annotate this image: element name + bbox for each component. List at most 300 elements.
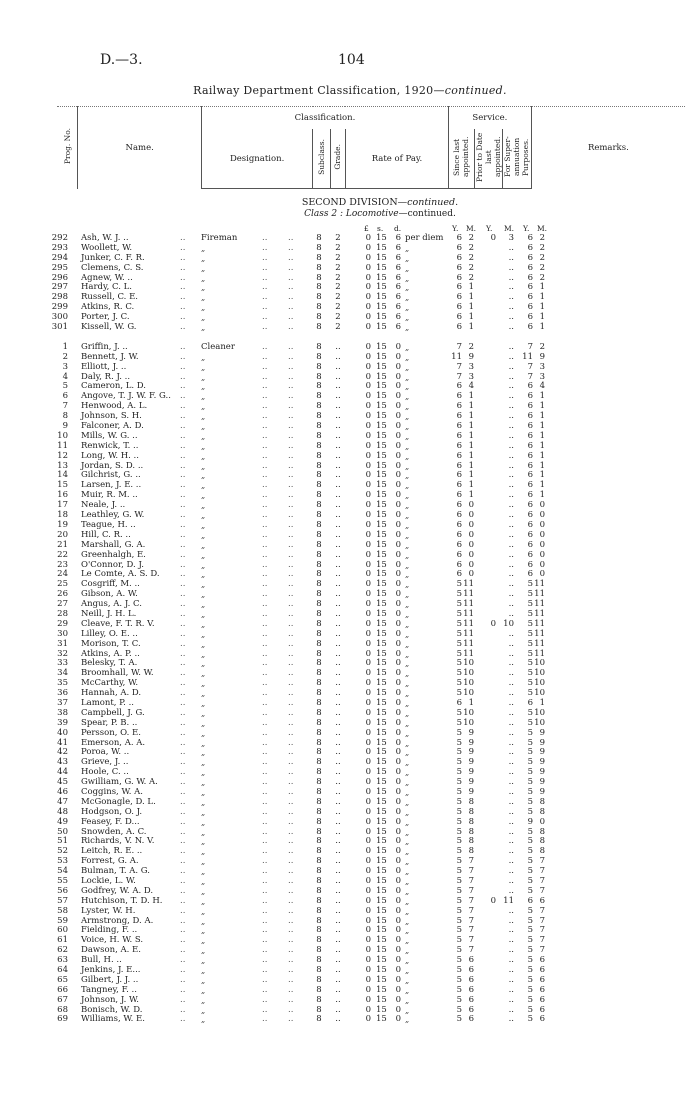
prior-months: .. xyxy=(508,935,514,946)
super-months: 2 xyxy=(539,272,545,283)
pay-shillings: 15 xyxy=(376,648,387,659)
pay-pence: 0 xyxy=(395,727,401,738)
leader-dots: .. xyxy=(180,460,186,471)
leader-dots: .. xyxy=(180,846,186,857)
pay-period: „ xyxy=(405,748,410,758)
subclass: 8 xyxy=(316,351,322,362)
prior-months: .. xyxy=(508,955,514,966)
prog-no: 43 xyxy=(57,757,68,768)
leader-dots: .. xyxy=(288,757,294,768)
since-months: 0 xyxy=(468,510,474,521)
leader-dots: .. xyxy=(262,391,268,402)
class-name: Locomotive xyxy=(345,209,399,219)
designation: „ xyxy=(201,243,206,253)
prior-months: .. xyxy=(508,312,514,323)
designation: „ xyxy=(201,797,206,807)
subclass: 8 xyxy=(316,648,322,659)
pay-period: „ xyxy=(405,441,410,451)
pay-shillings: 15 xyxy=(376,252,387,263)
pay-pounds: 0 xyxy=(365,381,371,392)
leader-dots: .. xyxy=(262,826,268,837)
pay-pounds: 0 xyxy=(365,945,371,956)
leader-dots: .. xyxy=(288,648,294,659)
pay-pounds: 0 xyxy=(365,697,371,708)
prog-no: 300 xyxy=(51,312,68,323)
designation: „ xyxy=(201,758,206,768)
subclass: 8 xyxy=(316,974,322,985)
pay-pounds: 0 xyxy=(365,737,371,748)
pay-period: „ xyxy=(405,273,410,283)
prog-no: 35 xyxy=(57,678,68,689)
super-years: 5 xyxy=(527,688,533,699)
pay-shillings: 15 xyxy=(376,302,387,313)
prior-months: .. xyxy=(508,786,514,797)
grade: .. xyxy=(335,836,341,847)
grade: .. xyxy=(335,767,341,778)
since-years: 5 xyxy=(456,846,462,857)
leader-dots: .. xyxy=(288,421,294,432)
since-years: 5 xyxy=(456,737,462,748)
super-months: 9 xyxy=(539,757,545,768)
pay-shillings: 15 xyxy=(376,460,387,471)
prior-months: .. xyxy=(508,757,514,768)
since-years: 6 xyxy=(456,421,462,432)
table-header xyxy=(57,106,685,189)
grade: .. xyxy=(335,599,341,610)
pay-pounds: 0 xyxy=(365,767,371,778)
pay-pence: 6 xyxy=(395,322,401,333)
pay-pence: 6 xyxy=(395,312,401,323)
pay-period: „ xyxy=(405,669,410,679)
pay-shillings: 15 xyxy=(376,876,387,886)
leader-dots: .. xyxy=(262,816,268,827)
since-months: 11 xyxy=(463,648,474,659)
prog-no: 5 xyxy=(62,381,68,392)
prog-no: 69 xyxy=(57,1014,68,1025)
since-months: 1 xyxy=(468,490,474,501)
subclass: 8 xyxy=(316,500,322,511)
leader-dots: .. xyxy=(180,341,186,352)
prog-no: 17 xyxy=(57,500,68,511)
pay-pence: 6 xyxy=(395,233,401,243)
pay-shillings: 15 xyxy=(376,391,387,402)
since-months: 3 xyxy=(468,371,474,382)
super-years: 5 xyxy=(527,915,533,926)
since-years: 6 xyxy=(456,500,462,511)
pay-pence: 0 xyxy=(395,361,401,372)
pay-pounds: 0 xyxy=(365,955,371,966)
super-months: 4 xyxy=(539,381,545,392)
prog-no: 8 xyxy=(62,411,68,422)
subclass: 8 xyxy=(316,1004,322,1015)
grade: .. xyxy=(335,885,341,896)
grade: .. xyxy=(335,500,341,511)
grade: .. xyxy=(335,391,341,402)
since-years: 5 xyxy=(456,955,462,966)
pay-pence: 0 xyxy=(395,460,401,471)
pay-pence: 0 xyxy=(395,569,401,580)
leader-dots: .. xyxy=(262,678,268,689)
staff-name: Richards, V. N. V. xyxy=(81,836,155,847)
prior-months: .. xyxy=(508,361,514,372)
prior-months: .. xyxy=(508,826,514,837)
pay-period: „ xyxy=(405,253,410,263)
leader-dots: .. xyxy=(262,786,268,797)
grade: .. xyxy=(335,539,341,550)
super-months: 1 xyxy=(539,322,545,333)
leader-dots: .. xyxy=(288,490,294,501)
super-months: 9 xyxy=(539,727,545,738)
leader-dots: .. xyxy=(262,638,268,649)
prog-no: 18 xyxy=(57,510,68,521)
pay-pounds: 0 xyxy=(365,302,371,313)
pay-shillings: 15 xyxy=(376,292,387,303)
grade: 2 xyxy=(335,312,341,323)
super-months: 9 xyxy=(539,786,545,797)
leader-dots: .. xyxy=(288,470,294,481)
since-years: 5 xyxy=(456,599,462,610)
super-years: 6 xyxy=(527,430,533,441)
subclass: 8 xyxy=(316,272,322,283)
staff-name: Gilchrist, G. .. xyxy=(81,470,141,481)
leader-dots: .. xyxy=(262,519,268,530)
designation: „ xyxy=(201,708,206,718)
prog-no: 57 xyxy=(57,895,68,906)
leader-dots: .. xyxy=(288,371,294,382)
prog-no: 48 xyxy=(57,806,68,817)
pay-shillings: 15 xyxy=(376,974,387,985)
prog-no: 56 xyxy=(57,885,68,896)
pay-shillings: 15 xyxy=(376,421,387,432)
leader-dots: .. xyxy=(288,965,294,976)
since-months: 9 xyxy=(468,786,474,797)
staff-name: Morison, T. C. xyxy=(81,638,141,649)
pay-period: „ xyxy=(405,402,410,412)
staff-name: Griffin, J. .. xyxy=(81,341,128,352)
prog-no: 49 xyxy=(57,816,68,827)
since-years: 6 xyxy=(456,401,462,412)
super-years: 6 xyxy=(527,539,533,550)
prior-months: .. xyxy=(508,529,514,540)
pay-pounds: 0 xyxy=(365,252,371,263)
pay-period: „ xyxy=(405,995,410,1005)
header-subclass: Subclass. xyxy=(313,129,330,189)
since-months: 6 xyxy=(468,1014,474,1025)
pay-pence: 6 xyxy=(395,242,401,253)
designation: „ xyxy=(201,886,206,896)
grade: 2 xyxy=(335,233,341,243)
leader-dots: .. xyxy=(262,707,268,718)
since-months: 1 xyxy=(468,391,474,402)
pay-pence: 0 xyxy=(395,539,401,550)
designation: „ xyxy=(201,966,206,976)
super-years: 6 xyxy=(527,490,533,501)
staff-name: McCarthy, W. xyxy=(81,678,139,689)
leader-dots: .. xyxy=(288,727,294,738)
pay-pence: 0 xyxy=(395,401,401,412)
super-months: 11 xyxy=(534,599,545,610)
prog-no: 66 xyxy=(57,984,68,995)
pay-pence: 0 xyxy=(395,549,401,560)
super-years: 6 xyxy=(527,292,533,303)
leader-dots: .. xyxy=(180,905,186,916)
staff-name: Marshall, G. A. xyxy=(81,539,146,550)
pay-shillings: 15 xyxy=(376,994,387,1005)
staff-name: Leitch, R. E. .. xyxy=(81,846,143,857)
leader-dots: .. xyxy=(262,697,268,708)
since-years: 5 xyxy=(456,974,462,985)
table-row xyxy=(0,1015,700,1025)
grade: .. xyxy=(335,826,341,837)
header-classification: Classification. xyxy=(201,107,448,130)
designation: „ xyxy=(201,877,206,886)
pay-period: „ xyxy=(405,847,410,857)
leader-dots: .. xyxy=(262,885,268,896)
subclass: 8 xyxy=(316,826,322,837)
pay-period: „ xyxy=(405,768,410,778)
pay-shillings: 15 xyxy=(376,529,387,540)
staff-name: Elliott, J. .. xyxy=(81,361,127,372)
since-years: 5 xyxy=(456,994,462,1005)
designation: „ xyxy=(201,807,206,817)
since-years: 6 xyxy=(456,262,462,273)
prog-no: 7 xyxy=(62,401,68,412)
since-years: 11 xyxy=(451,351,462,362)
subclass: 8 xyxy=(316,856,322,867)
grade: .. xyxy=(335,421,341,432)
pay-pence: 0 xyxy=(395,925,401,936)
prior-months: .. xyxy=(508,846,514,857)
super-years: 6 xyxy=(527,450,533,461)
pay-pence: 0 xyxy=(395,381,401,392)
super-months: 1 xyxy=(539,312,545,323)
super-months: 11 xyxy=(534,628,545,639)
prior-months: .. xyxy=(508,866,514,877)
pay-pence: 0 xyxy=(395,1004,401,1015)
staff-list xyxy=(0,234,700,1025)
staff-name: Angove, T. J. W. F. G.. xyxy=(81,391,171,402)
designation: „ xyxy=(201,372,206,382)
super-years: 5 xyxy=(527,777,533,788)
prior-months: .. xyxy=(508,836,514,847)
super-years: 6 xyxy=(527,697,533,708)
prog-no: 40 xyxy=(57,727,68,738)
pay-pounds: 0 xyxy=(365,292,371,303)
super-months: 6 xyxy=(539,994,545,1005)
staff-name: Campbell, J. G. xyxy=(81,707,145,718)
pay-pounds: 0 xyxy=(365,915,371,926)
leader-dots: .. xyxy=(180,302,186,313)
super-months: 2 xyxy=(539,262,545,273)
leader-dots: .. xyxy=(262,747,268,758)
grade: .. xyxy=(335,470,341,481)
leader-dots: .. xyxy=(262,430,268,441)
staff-name: Johnson, J. W. xyxy=(81,994,139,1005)
since-months: 0 xyxy=(468,539,474,550)
pay-pounds: 0 xyxy=(365,836,371,847)
pay-pounds: 0 xyxy=(365,608,371,619)
prog-no: 299 xyxy=(51,302,68,313)
super-months: 10 xyxy=(534,717,545,728)
prog-no: 11 xyxy=(57,440,68,451)
super-years: 11 xyxy=(522,351,533,362)
pay-pounds: 0 xyxy=(365,322,371,333)
pay-pence: 0 xyxy=(395,559,401,570)
prog-no: 296 xyxy=(51,272,68,283)
grade: .. xyxy=(335,994,341,1005)
prior-years: 0 xyxy=(490,233,496,243)
pay-pounds: 0 xyxy=(365,460,371,471)
pay-pence: 0 xyxy=(395,1014,401,1025)
since-months: 6 xyxy=(468,965,474,976)
since-months: 7 xyxy=(468,866,474,877)
pay-shillings: 15 xyxy=(376,470,387,481)
pay-period: „ xyxy=(405,303,410,313)
grade: 2 xyxy=(335,292,341,303)
super-years: 6 xyxy=(527,510,533,521)
prog-no: 301 xyxy=(51,322,68,333)
grade: .. xyxy=(335,579,341,590)
leader-dots: .. xyxy=(262,470,268,481)
pay-shillings: 15 xyxy=(376,480,387,491)
leader-dots: .. xyxy=(262,233,268,243)
staff-name: Belesky, T. A. xyxy=(81,658,138,669)
prior-months: .. xyxy=(508,767,514,778)
leader-dots: .. xyxy=(288,272,294,283)
leader-dots: .. xyxy=(288,747,294,758)
leader-dots: .. xyxy=(288,678,294,689)
leader-dots: .. xyxy=(288,717,294,728)
prog-no: 36 xyxy=(57,688,68,699)
pay-shillings: 15 xyxy=(376,925,387,936)
subclass: 8 xyxy=(316,322,322,333)
super-years: 5 xyxy=(527,648,533,659)
leader-dots: .. xyxy=(288,440,294,451)
pay-period: „ xyxy=(405,679,410,689)
since-years: 5 xyxy=(456,767,462,778)
staff-name: Emerson, A. A. xyxy=(81,737,146,748)
staff-name: Henwood, A. L. xyxy=(81,401,148,412)
subclass: 8 xyxy=(316,935,322,946)
since-years: 5 xyxy=(456,915,462,926)
subclass: 8 xyxy=(316,717,322,728)
leader-dots: .. xyxy=(180,668,186,679)
leader-dots: .. xyxy=(288,460,294,471)
grade: .. xyxy=(335,361,341,372)
prior-months: .. xyxy=(508,480,514,491)
since-years: 5 xyxy=(456,589,462,600)
staff-name: Le Comte, A. S. D. xyxy=(81,569,160,580)
super-years: 5 xyxy=(527,796,533,807)
pay-pence: 0 xyxy=(395,994,401,1005)
prog-no: 32 xyxy=(57,648,68,659)
subclass: 8 xyxy=(316,608,322,619)
staff-name: Hannah, A. D. xyxy=(81,688,142,699)
grade: .. xyxy=(335,628,341,639)
leader-dots: .. xyxy=(262,589,268,600)
staff-name: Leathley, G. W. xyxy=(81,510,145,521)
pay-shillings: 15 xyxy=(376,905,387,916)
subclass: 8 xyxy=(316,618,322,629)
leader-dots: .. xyxy=(262,450,268,461)
subclass: 8 xyxy=(316,945,322,956)
designation: „ xyxy=(201,590,206,600)
subclass: 8 xyxy=(316,885,322,896)
subclass: 8 xyxy=(316,866,322,877)
leader-dots: .. xyxy=(262,984,268,995)
pay-pounds: 0 xyxy=(365,747,371,758)
pay-pence: 0 xyxy=(395,411,401,422)
grade: .. xyxy=(335,668,341,679)
super-years: 6 xyxy=(527,569,533,580)
pay-shillings: 15 xyxy=(376,915,387,926)
staff-name: Cosgriff, M. .. xyxy=(81,579,140,590)
prog-no: 22 xyxy=(57,549,68,560)
leader-dots: .. xyxy=(180,885,186,896)
grade: .. xyxy=(335,430,341,441)
prior-months: .. xyxy=(508,302,514,313)
pay-period: „ xyxy=(405,619,410,629)
since-years: 5 xyxy=(456,856,462,867)
designation: „ xyxy=(201,975,206,985)
since-months: 9 xyxy=(468,727,474,738)
prog-no: 41 xyxy=(57,737,68,748)
staff-name: Dawson, A. E. xyxy=(81,945,141,956)
staff-name: Kissell, W. G. xyxy=(81,322,137,333)
leader-dots: .. xyxy=(180,519,186,530)
grade: .. xyxy=(335,658,341,669)
designation: „ xyxy=(201,481,206,491)
leader-dots: .. xyxy=(288,302,294,313)
subclass: 8 xyxy=(316,470,322,481)
staff-name: Godfrey, W. A. D. xyxy=(81,885,154,896)
staff-name: Falconer, A. D. xyxy=(81,421,144,432)
pay-pence: 0 xyxy=(395,737,401,748)
leader-dots: .. xyxy=(288,856,294,867)
since-years: 6 xyxy=(456,539,462,550)
pay-period: „ xyxy=(405,817,410,827)
pay-shillings: 15 xyxy=(376,1004,387,1015)
pay-shillings: 15 xyxy=(376,500,387,511)
super-months: 8 xyxy=(539,836,545,847)
super-months: 7 xyxy=(539,885,545,896)
super-years: 5 xyxy=(527,965,533,976)
staff-name: Bonisch, W. D. xyxy=(81,1004,143,1015)
pay-pence: 0 xyxy=(395,935,401,946)
designation: „ xyxy=(201,985,206,995)
leader-dots: .. xyxy=(262,856,268,867)
since-years: 5 xyxy=(456,984,462,995)
pay-pence: 0 xyxy=(395,707,401,718)
super-months: 1 xyxy=(539,470,545,481)
header-designation: Designation. xyxy=(201,129,312,189)
prog-no: 30 xyxy=(57,628,68,639)
leader-dots: .. xyxy=(262,460,268,471)
leader-dots: .. xyxy=(262,500,268,511)
pay-period: „ xyxy=(405,491,410,501)
super-years: 6 xyxy=(527,460,533,471)
super-years: 5 xyxy=(527,955,533,966)
since-years: 5 xyxy=(456,628,462,639)
leader-dots: .. xyxy=(262,510,268,521)
super-years: 6 xyxy=(527,302,533,313)
prior-months: .. xyxy=(508,816,514,827)
designation: „ xyxy=(201,253,206,263)
super-months: 0 xyxy=(539,569,545,580)
pay-period: „ xyxy=(405,600,410,610)
leader-dots: .. xyxy=(180,608,186,619)
since-years: 6 xyxy=(456,470,462,481)
